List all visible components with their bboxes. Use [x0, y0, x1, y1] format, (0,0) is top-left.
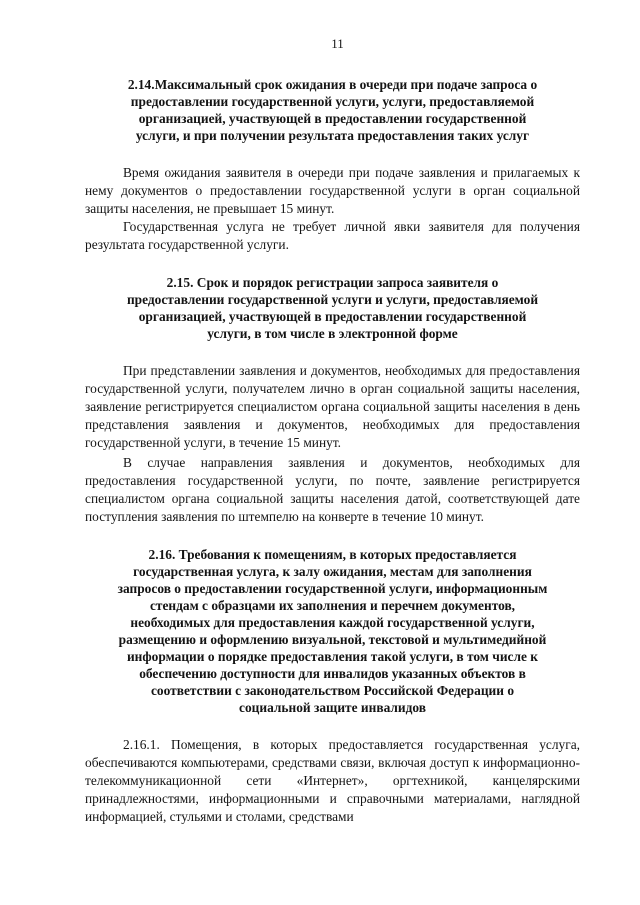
paragraph: 2.16.1. Помещения, в которых предоставляется государственная услуга, обеспечиваются компьютерами, средствами связи, включая доступ к информационно-телекоммуникационной сети «Интернет», оргтехникой, канцелярскими принадлежностями, информационными и справочными материалами, наглядной информацией, стульями и столами, средствами [85, 737, 580, 824]
heading-line: организацией, участвующей в предоставлении государственной [138, 111, 527, 126]
heading-line: стендам с образцами их заполнения и перечнем документов, [149, 598, 516, 613]
heading-line: организацией, участвующей в предоставлении государственной [138, 309, 527, 324]
heading-line: запросов о предоставлении государственной услуги, информационным [117, 581, 548, 596]
heading-line: обеспечению доступности для инвалидов указанных объектов в [139, 666, 526, 681]
paragraph: Государственная услуга не требует личной явки заявителя для получения результата государственной услуги. [85, 219, 580, 252]
heading-line: услуги, и при получении результата предоставления таких услуг [135, 128, 530, 143]
heading-line: 2.16. Требования к помещениям, в которых предоставляется [148, 547, 517, 562]
heading-line: услуги, в том числе в электронной форме [207, 326, 458, 341]
heading-line: предоставлении государственной услуги, услуги, предоставляемой [130, 94, 535, 109]
page-number: 11 [331, 36, 344, 51]
heading-line: информации о порядке предоставления такой услуги, в том числе к [126, 649, 539, 664]
heading-line: предоставлении государственной услуги и услуги, предоставляемой [126, 292, 539, 307]
heading-line: 2.14.Максимальный срок ожидания в очереди при подаче запроса о [127, 77, 538, 92]
heading-line: соответствии с законодательством Российской Федерации о [150, 683, 515, 698]
paragraph: В случае направления заявления и документов, необходимых для предоставления государственной услуги, по почте, заявление регистрируется специалистом органа социальной защиты населения датой, соответствующей дате поступления заявления по штемпелю на конверте в течение 10 минут. [85, 455, 580, 524]
section-heading-2-16 [85, 546, 580, 716]
section-heading-2-15 [85, 274, 580, 342]
heading-line: необходимых для предоставления каждой государственной услуги, [130, 615, 535, 630]
heading-line: 2.15. Срок и порядок регистрации запроса заявителя о [166, 275, 499, 290]
heading-line: социальной защите инвалидов [239, 700, 426, 715]
paragraph: При представлении заявления и документов, необходимых для предоставления государственной услуги, получателем лично в орган социальной защиты населения, заявление регистрируется специалистом органа социальной защиты населения в день представления заявления и документов, необходимых для предоставления государственной услуги, в течение 15 минут. [85, 363, 580, 450]
section-heading-2-14 [85, 76, 580, 144]
paragraph: Время ожидания заявителя в очереди при подаче заявления и прилагаемых к нему документов о предоставлении государственной услуги в орган социальной защиты населения, не превышает 15 минут. [85, 165, 580, 216]
heading-line: размещению и оформлению визуальной, текстовой и мультимедийной [118, 632, 547, 647]
heading-line: государственная услуга, к залу ожидания, местам для заполнения [133, 564, 532, 579]
